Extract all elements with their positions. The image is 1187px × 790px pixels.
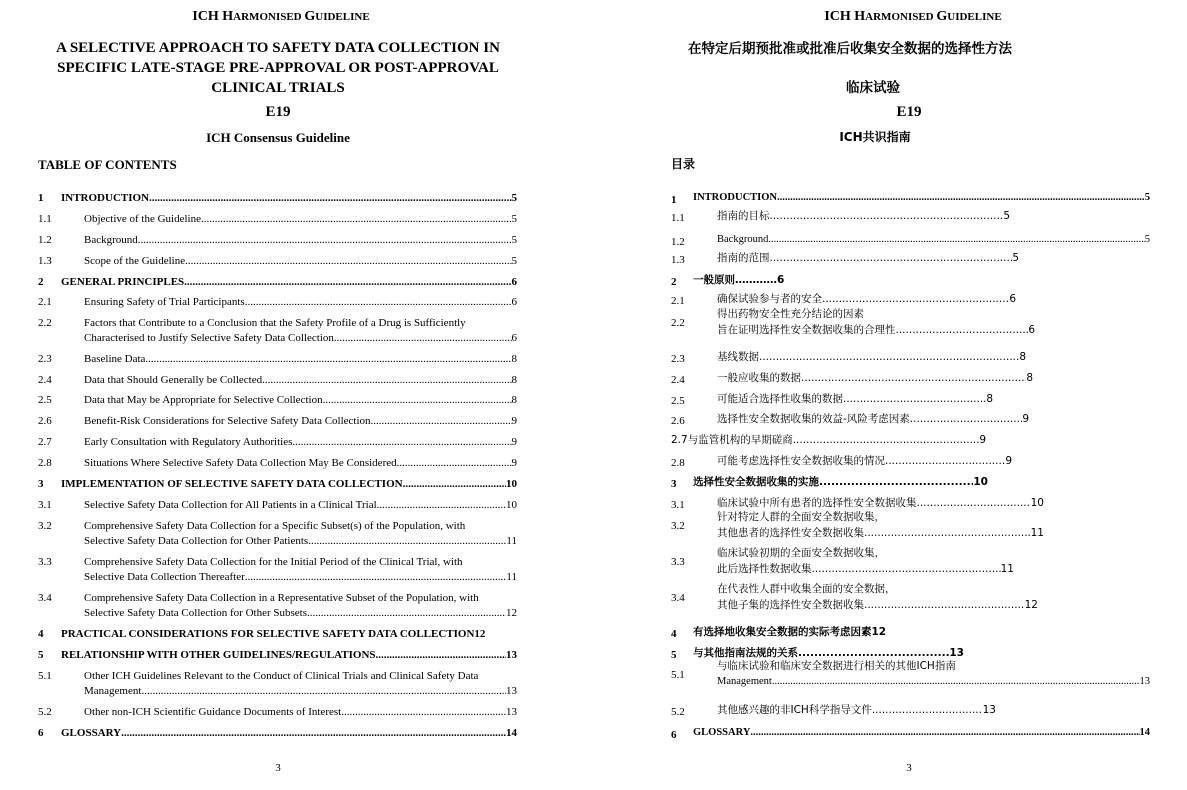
toc-entry[interactable]	[61, 275, 517, 289]
toc-entry-number: 3.4	[38, 592, 52, 604]
toc-entry-text: Comprehensive Safety Data Collection for a Specific Subset(s) of the Population, with	[84, 520, 466, 532]
toc-leader	[245, 295, 512, 309]
toc-entry[interactable]	[61, 648, 517, 662]
running-header: ICH HARMONISED GUIDELINE	[824, 9, 1002, 24]
toc-entry-number: 3	[671, 478, 677, 490]
toc-entry[interactable]	[84, 570, 517, 584]
toc-entry[interactable]	[693, 191, 1150, 205]
toc-leader	[772, 675, 1140, 689]
toc-entry-number: 1	[671, 194, 677, 206]
toc-entry-text: 选择性安全数据收集的效益-风险考虑因素	[717, 413, 910, 425]
title-line: CLINICAL TRIALS	[211, 80, 345, 96]
toc-entry[interactable]	[717, 526, 1044, 540]
toc-entry-number: 3.2	[38, 520, 52, 532]
toc-entry[interactable]	[693, 625, 1150, 639]
toc-leader	[185, 254, 511, 268]
toc-page-number: 13	[506, 706, 517, 718]
toc-entry[interactable]	[717, 496, 1044, 510]
toc-page-number: 10	[506, 478, 517, 490]
toc-entry-text: 其他感兴趣的非ICH科学指导文件	[717, 704, 872, 716]
toc-entry-number: 4	[38, 628, 44, 640]
toc-title: TABLE OF CONTENTS	[38, 157, 177, 172]
toc-leader	[262, 373, 511, 387]
toc-entry-number: 2.8	[671, 457, 685, 469]
toc-entry-text: 指南的目标	[717, 210, 770, 222]
toc-entry[interactable]	[84, 373, 517, 387]
toc-entry[interactable]	[84, 352, 517, 366]
toc-leader	[759, 350, 1019, 364]
toc-entry-text: Selective Safety Data Collection for Other Patients	[84, 535, 309, 547]
toc-entry-number: 2.5	[671, 395, 685, 407]
toc-leader	[843, 392, 986, 406]
toc-entry[interactable]	[693, 646, 964, 660]
toc-entry[interactable]	[61, 477, 517, 491]
toc-entry-text: 临床试验中所有患者的选择性安全数据收集	[717, 497, 917, 509]
toc-entry-number: 1.1	[38, 213, 52, 225]
toc-page-number: 6	[511, 276, 517, 288]
toc-leader	[910, 412, 1023, 426]
toc-entry-number: 2.3	[671, 353, 685, 365]
toc-entry-number: 5	[38, 649, 44, 661]
toc-entry-text: GLOSSARY	[61, 727, 122, 739]
toc-entry-text: PRACTICAL CONSIDERATIONS FOR SELECTIVE SAFETY DATA COLLECTION	[61, 628, 475, 640]
toc-entry-text: Ensuring Safety of Trial Participants	[84, 296, 245, 308]
document-title: 在特定后期预批准或批准后收集安全数据的选择性方法	[688, 41, 1012, 57]
toc-page-number: 5	[511, 213, 517, 225]
toc-leader	[308, 534, 506, 548]
toc-page-number: 11	[506, 571, 517, 583]
toc-leader	[798, 646, 949, 660]
toc-entry-text: Comprehensive Safety Data Collection in a Representative Subset of the Population, with	[84, 592, 479, 604]
toc-entry[interactable]	[84, 212, 517, 226]
toc-entry[interactable]	[717, 233, 1150, 247]
toc-entry[interactable]	[717, 371, 1033, 385]
toc-entry[interactable]	[717, 323, 1035, 337]
toc-page-number: 5	[1144, 234, 1150, 245]
toc-entry[interactable]	[84, 414, 517, 428]
toc-leader	[376, 648, 507, 662]
toc-page-number: 9	[979, 434, 986, 446]
toc-entry[interactable]	[61, 191, 517, 205]
toc-entry-number: 3.4	[671, 592, 685, 604]
toc-page-number: 6	[777, 274, 785, 286]
toc-entry[interactable]	[84, 684, 517, 698]
toc-page-number: 5	[511, 255, 517, 267]
toc-leader	[822, 292, 1009, 306]
toc-page-number: 10	[506, 499, 517, 511]
toc-leader	[371, 414, 512, 428]
title-line: A SELECTIVE APPROACH TO SAFETY DATA COLLECTION IN	[56, 40, 500, 56]
toc-page-number: 6	[1009, 293, 1016, 305]
toc-entry[interactable]	[717, 350, 1026, 364]
toc-entry[interactable]	[61, 627, 517, 641]
toc-entry-text: 一般应收集的数据	[717, 372, 801, 384]
toc-entry-text: 临床试验初期的全面安全数据收集，	[717, 547, 885, 559]
toc-page-number: 13	[1139, 676, 1150, 687]
toc-entry-text: 针对特定人群的全面安全数据收集，	[717, 511, 885, 523]
toc-entry-text: 确保试验参与者的安全	[717, 293, 822, 305]
right-page	[594, 0, 1187, 790]
toc-entry-number: 3	[38, 478, 44, 490]
toc-entry-text: 其他患者的选择性安全数据收集	[717, 527, 864, 539]
toc-entry-number: 2.7	[38, 436, 52, 448]
toc-leader	[872, 703, 983, 717]
toc-entry-text: Selective Safety Data Collection for Other Subsets	[84, 607, 307, 619]
toc-page-number: 5	[511, 234, 517, 246]
toc-page-number: 6	[511, 296, 517, 308]
toc-entry-number: 2.1	[671, 295, 685, 307]
toc-entry-number: 2.1	[38, 296, 52, 308]
toc-leader	[770, 209, 1004, 223]
toc-entry[interactable]	[671, 433, 986, 447]
toc-entry-number: 2.8	[38, 457, 52, 469]
toc-entry-number: 1.3	[38, 255, 52, 267]
toc-entry-text: Baseline Data	[84, 353, 146, 365]
toc-entry-number: 3.3	[38, 556, 52, 568]
toc-leader	[864, 598, 1025, 612]
toc-leader	[145, 352, 511, 366]
toc-entry[interactable]	[693, 726, 1150, 740]
toc-leader	[245, 570, 507, 584]
toc-entry-text: Other ICH Guidelines Relevant to the Conduct of Clinical Trials and Clinical Safety Data	[84, 670, 479, 682]
toc-entry[interactable]	[717, 209, 1010, 223]
toc-leader	[323, 393, 512, 407]
toc-entry-text: 2.7与监管机构的早期磋商	[671, 434, 793, 446]
toc-leader	[819, 475, 973, 489]
toc-entry-text: Management	[717, 676, 772, 687]
toc-entry-number: 1.2	[671, 236, 685, 248]
toc-entry-number: 2.2	[38, 317, 52, 329]
toc-entry-text: Background	[84, 234, 138, 246]
toc-entry-number: 1.2	[38, 234, 52, 246]
toc-entry[interactable]	[693, 475, 988, 489]
toc-entry-number: 1	[38, 192, 44, 204]
toc-entry[interactable]	[717, 412, 1029, 426]
toc-page-number: 8	[986, 393, 993, 405]
toc-entry[interactable]	[717, 598, 1038, 612]
toc-leader	[397, 456, 512, 470]
toc-entry-number: 2.3	[38, 353, 52, 365]
toc-entry[interactable]	[84, 254, 517, 268]
toc-entry-text: 此后选择性数据收集	[717, 563, 812, 575]
toc-leader	[292, 435, 511, 449]
toc-entry[interactable]	[717, 675, 1150, 689]
toc-page-number: 8	[511, 394, 517, 406]
toc-page-number: 11	[1030, 527, 1044, 539]
toc-entry[interactable]	[717, 562, 1014, 576]
toc-entry-number: 2.6	[671, 415, 685, 427]
toc-leader	[750, 726, 1139, 740]
toc-page-number: 9	[1022, 413, 1029, 425]
toc-entry-number: 2.2	[671, 317, 685, 329]
toc-leader	[121, 726, 506, 740]
toc-page-number: 9	[511, 436, 517, 448]
toc-entry[interactable]	[84, 606, 517, 620]
toc-page-number: 10	[1030, 497, 1044, 509]
toc-page-number: 8	[1019, 351, 1026, 363]
toc-leader	[341, 705, 506, 719]
guideline-subtitle: ICH Consensus Guideline	[206, 130, 350, 145]
toc-page-number: 12	[474, 628, 486, 640]
toc-entry-text: Situations Where Selective Safety Data Collection May Be Considered	[84, 457, 397, 469]
toc-page-number: 5	[1003, 210, 1010, 222]
toc-page-number: 9	[1005, 455, 1012, 467]
toc-entry-text: 其他子集的选择性安全数据收集	[717, 599, 864, 611]
toc-entry-number: 3.1	[671, 499, 685, 511]
toc-page-number: 12	[1024, 599, 1038, 611]
toc-page-number: 11	[1000, 563, 1014, 575]
toc-entry-text: 选择性安全数据收集的实施	[693, 476, 819, 488]
toc-entry-text: 可能考虑选择性安全数据收集的情况	[717, 455, 885, 467]
toc-entry-text: Selective Safety Data Collection for All Patients in a Clinical Trial	[84, 499, 377, 511]
toc-entry-text: INTRODUCTION	[61, 192, 150, 204]
toc-page-number: 13	[982, 704, 996, 716]
toc-entry-text: Factors that Contribute to a Conclusion that the Safety Profile of a Drug is Sufficiently	[84, 317, 466, 329]
toc-entry-text: Objective of the Guideline	[84, 213, 201, 225]
toc-entry-number: 5.2	[671, 706, 685, 718]
toc-leader	[403, 477, 506, 491]
toc-entry-text: Early Consultation with Regulatory Authorities	[84, 436, 293, 448]
toc-entry-text: Data that Should Generally be Collected	[84, 374, 263, 386]
toc-entry-text: 基线数据	[717, 351, 759, 363]
toc-entry-number: 6	[38, 727, 44, 739]
toc-entry[interactable]	[61, 726, 517, 740]
toc-entry-number: 4	[671, 628, 677, 640]
toc-entry-number: 2	[671, 276, 677, 288]
toc-page-number: 6	[1028, 324, 1035, 336]
toc-leader	[334, 331, 512, 345]
toc-entry-number: 2.5	[38, 394, 52, 406]
toc-page-number: 13	[949, 647, 964, 659]
toc-leader	[149, 191, 511, 205]
toc-entry[interactable]	[717, 292, 1016, 306]
toc-entry-text: Comprehensive Safety Data Collection for the Initial Period of the Clinical Trial, with	[84, 556, 463, 568]
toc-entry-text: Background	[717, 234, 769, 245]
toc-leader: …………	[735, 274, 777, 286]
running-header: ICH HARMONISED GUIDELINE	[192, 9, 370, 24]
toc-page-number: 9	[511, 415, 517, 427]
toc-entry-text: GENERAL PRINCIPLES	[61, 276, 185, 288]
guideline-code: E19	[896, 104, 922, 120]
toc-page-number: 8	[511, 353, 517, 365]
toc-entry-number: 3.3	[671, 556, 685, 568]
toc-entry-text: GLOSSARY	[693, 727, 751, 738]
toc-page-number: 13	[506, 685, 517, 697]
toc-leader	[885, 454, 1005, 468]
toc-entry-number: 5.1	[38, 670, 52, 682]
toc-entry[interactable]	[84, 295, 517, 309]
toc-entry[interactable]	[717, 703, 996, 717]
document-title	[0, 38, 556, 98]
toc-leader	[138, 233, 512, 247]
toc-page-number: 5	[1144, 192, 1150, 203]
toc-entry-text: Management	[84, 685, 142, 697]
toc-entry[interactable]	[717, 251, 1019, 265]
toc-page-number: 6	[511, 332, 517, 344]
toc-entry-text: 可能适合选择性收集的数据	[717, 393, 843, 405]
toc-entry-number: 2	[38, 276, 44, 288]
toc-entry-text: 得出药物安全性充分结论的因素	[717, 308, 864, 320]
toc-entry-text: 旨在证明选择性安全数据收集的合理性	[717, 324, 896, 336]
toc-entry-number: 3.2	[671, 520, 685, 532]
toc-entry-number: 6	[671, 729, 677, 741]
toc-page-number: 13	[506, 649, 517, 661]
toc-leader	[896, 323, 1029, 337]
toc-leader	[141, 684, 506, 698]
toc-page-number: 14	[506, 727, 517, 739]
toc-leader	[201, 212, 512, 226]
toc-entry-text: 与其他指南法规的关系	[693, 647, 798, 659]
toc-entry-text: Other non-ICH Scientific Guidance Documents of Interest	[84, 706, 342, 718]
toc-entry-number: 5.1	[671, 669, 685, 681]
toc-entry-number: 1.1	[671, 212, 685, 224]
toc-leader	[184, 275, 511, 289]
toc-page-number: 11	[506, 535, 517, 547]
toc-leader	[777, 191, 1145, 205]
toc-entry-text: Characterised to Justify Selective Safety Data Collection	[84, 332, 334, 344]
page-number: 3	[275, 762, 281, 774]
toc-entry[interactable]	[84, 393, 517, 407]
toc-page-number: 10	[973, 476, 988, 488]
toc-entry-number: 2.4	[671, 374, 685, 386]
toc-title: 目录	[671, 157, 696, 171]
toc-entry-number: 1.3	[671, 254, 685, 266]
toc-entry-text: 有选择地收集安全数据的实际考虑因素12	[693, 626, 887, 638]
toc-leader	[793, 433, 980, 447]
toc-entry[interactable]	[84, 331, 517, 345]
toc-entry-text: RELATIONSHIP WITH OTHER GUIDELINES/REGULATIONS	[61, 649, 376, 661]
toc-entry-number: 5	[671, 649, 677, 661]
toc-entry[interactable]	[84, 233, 517, 247]
toc-entry-text: Benefit-Risk Considerations for Selective Safety Data Collection	[84, 415, 371, 427]
toc-entry-number: 3.1	[38, 499, 52, 511]
page-number: 3	[906, 762, 912, 774]
toc-page-number: 5	[511, 192, 517, 204]
toc-entry-number: 2.4	[38, 374, 52, 386]
toc-entry[interactable]	[84, 456, 517, 470]
toc-entry[interactable]	[84, 534, 517, 548]
toc-leader	[864, 526, 1031, 540]
toc-page-number: 12	[506, 607, 517, 619]
toc-entry[interactable]	[84, 435, 517, 449]
toc-entry-text: 与临床试验和临床安全数据进行相关的其他ICH指南	[717, 660, 956, 672]
toc-leader	[768, 233, 1144, 247]
toc-entry-text: 在代表性人群中收集全面的安全数据，	[717, 583, 896, 595]
toc-entry[interactable]	[717, 392, 993, 406]
toc-leader	[307, 606, 506, 620]
toc-leader	[770, 251, 1013, 265]
toc-leader	[801, 371, 1026, 385]
toc-leader	[812, 562, 1001, 576]
guideline-subtitle: ICH共识指南	[839, 130, 911, 144]
toc-entry[interactable]	[84, 705, 517, 719]
toc-entry-text: 一般原则	[693, 274, 735, 286]
document-title-line2: 临床试验	[846, 80, 900, 96]
toc-page-number: 5	[1012, 252, 1019, 264]
toc-entry[interactable]	[717, 454, 1012, 468]
toc-entry-text: 指南的范围	[717, 252, 770, 264]
toc-entry-number: 2.6	[38, 415, 52, 427]
toc-entry[interactable]	[693, 273, 1071, 287]
toc-entry-text: INTRODUCTION	[693, 192, 778, 203]
guideline-code: E19	[265, 104, 291, 120]
toc-page-number: 9	[511, 457, 517, 469]
toc-page-number: 8	[1026, 372, 1033, 384]
toc-entry-text: IMPLEMENTATION OF SELECTIVE SAFETY DATA COLLECTION	[61, 478, 403, 490]
toc-entry-text: Selective Data Collection Thereafter	[84, 571, 245, 583]
toc-entry[interactable]	[84, 498, 517, 512]
toc-entry-number: 5.2	[38, 706, 52, 718]
toc-page-number: 8	[511, 374, 517, 386]
toc-entry-text: Data that May be Appropriate for Selective Collection	[84, 394, 323, 406]
toc-leader	[917, 496, 1031, 510]
toc-leader	[377, 498, 506, 512]
toc-page-number: 14	[1139, 727, 1150, 738]
title-line: SPECIFIC LATE-STAGE PRE-APPROVAL OR POST-APPROVAL	[57, 60, 499, 76]
toc-entry-text: Scope of the Guideline	[84, 255, 186, 267]
